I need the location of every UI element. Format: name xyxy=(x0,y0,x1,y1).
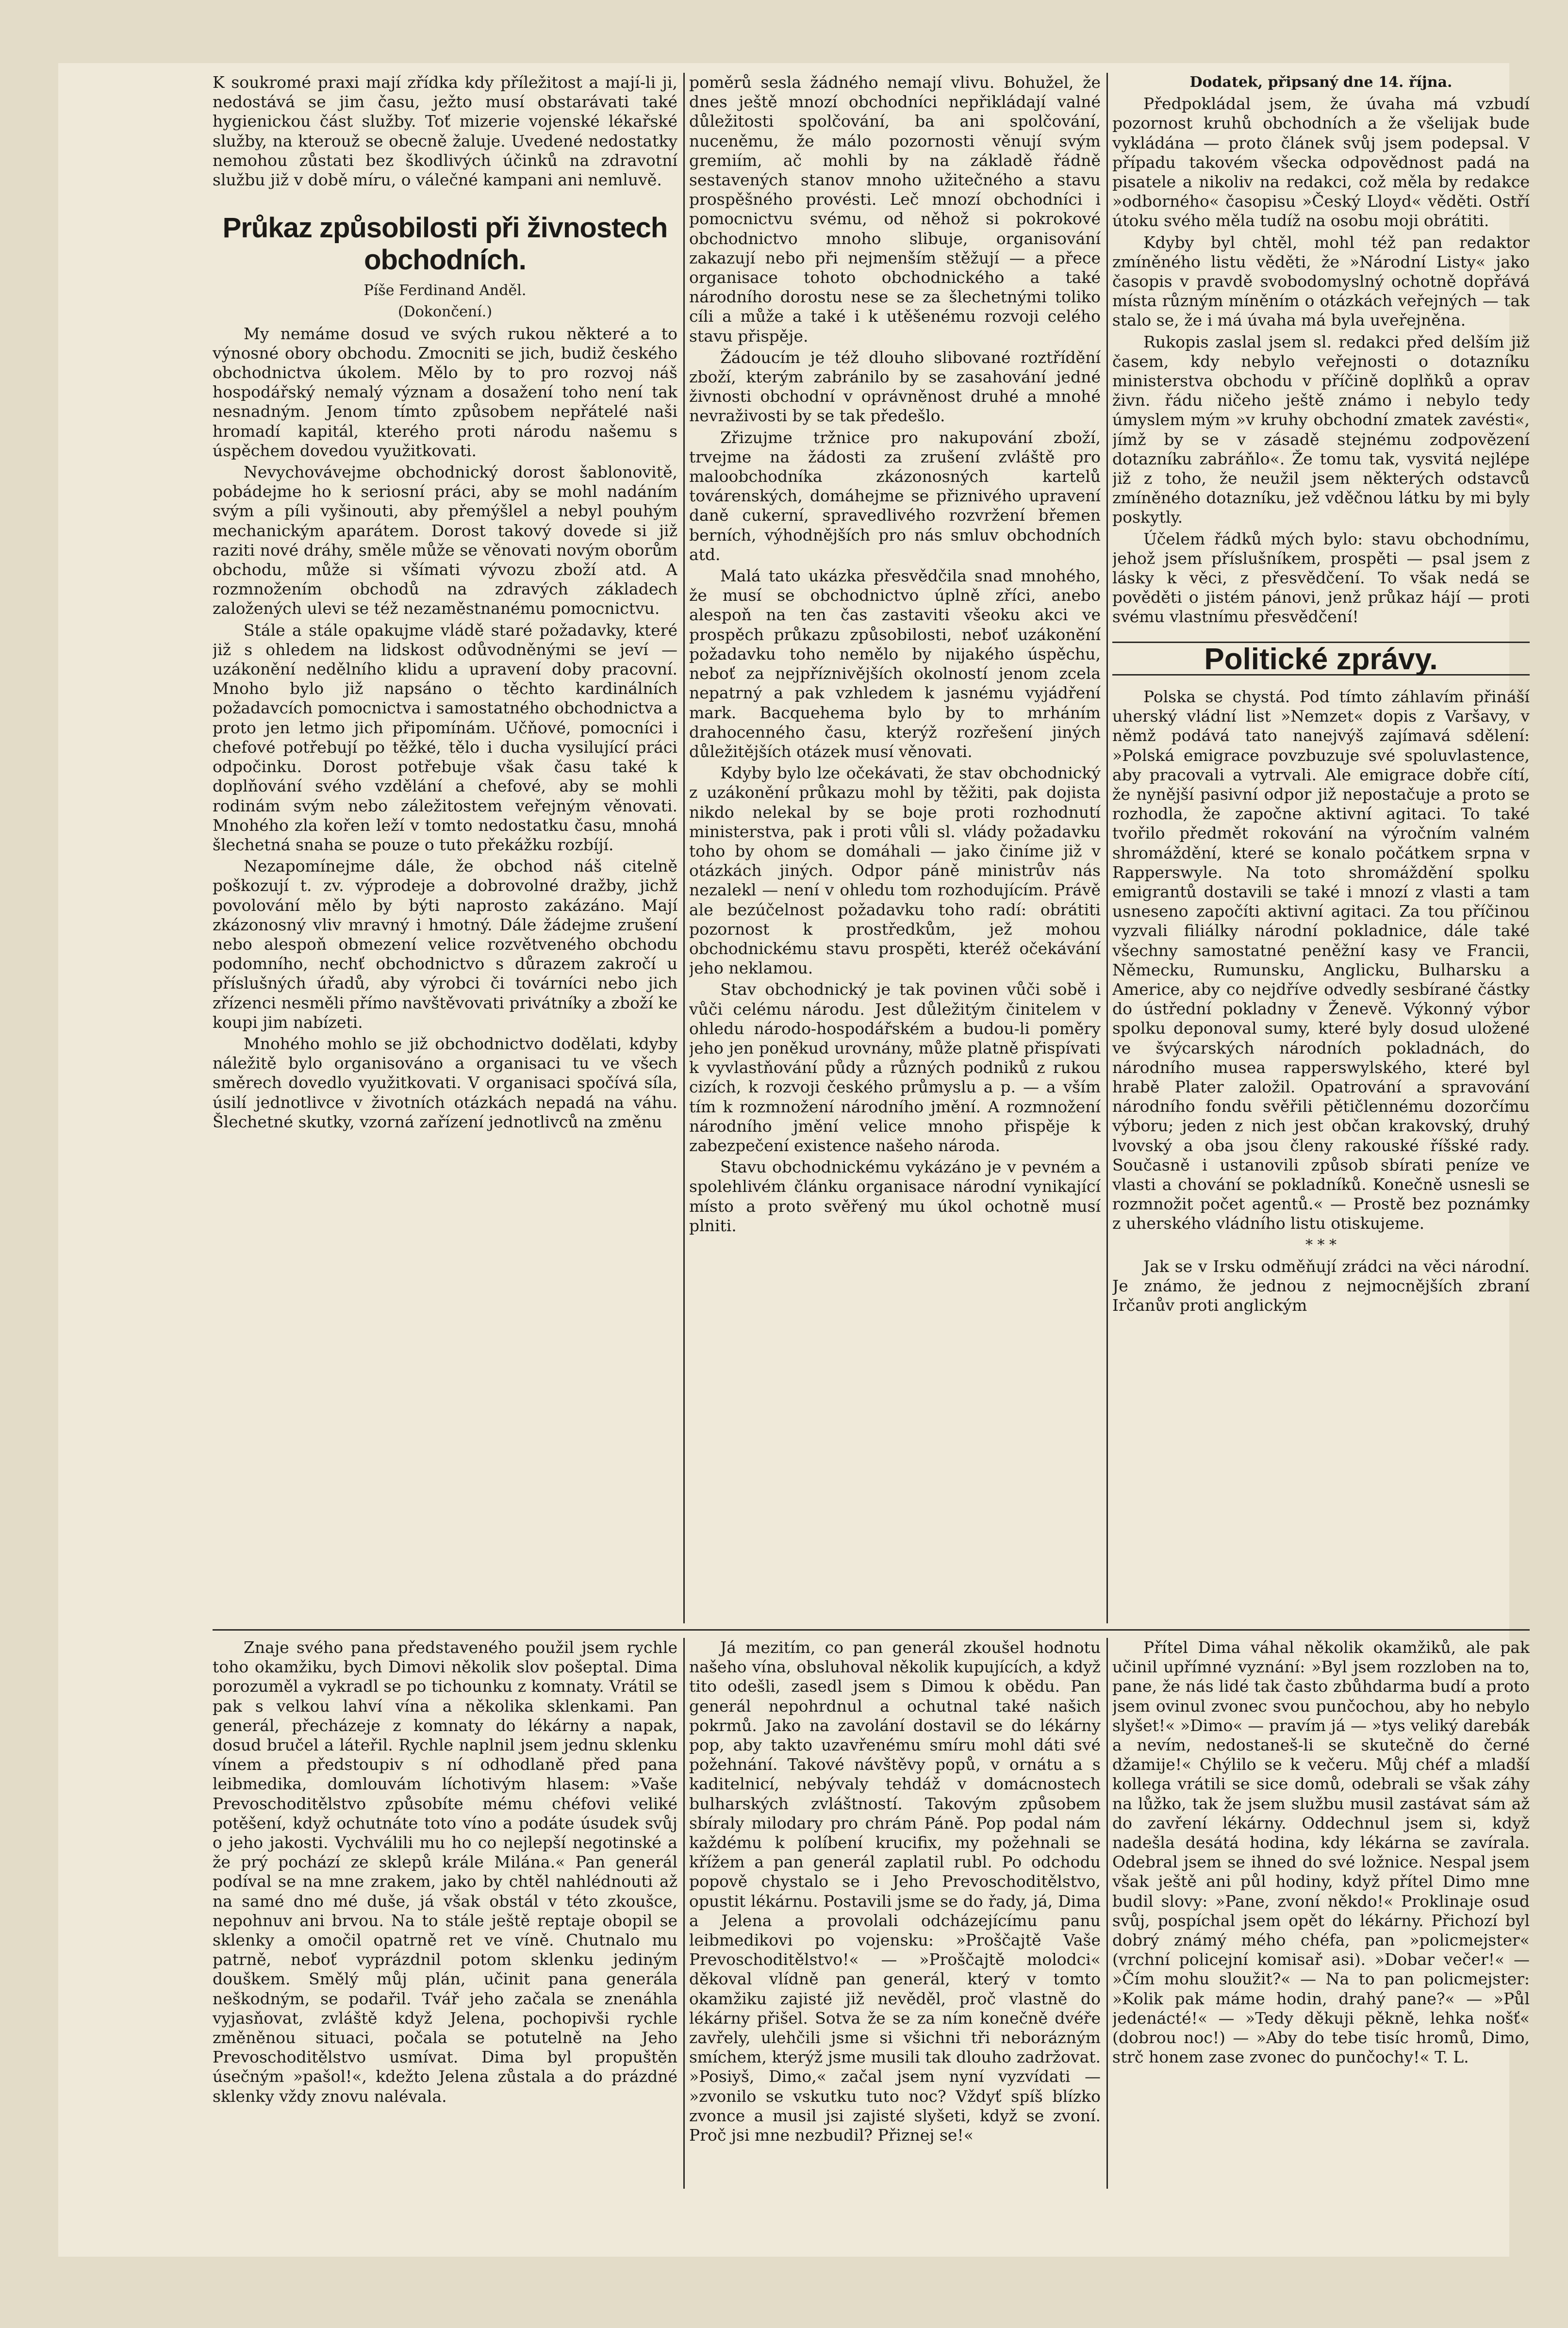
news-paragraph: Jak se v Irsku odměňují zrádci na věci národní. Je známo, že jednou z nejmocnějších zbraní Irčanův proti anglickým xyxy=(1112,1256,1530,1315)
article-paragraph: My nemáme dosud ve svých rukou některé a to výnosné obory obchodu. Zmocniti se jich, budiž českého obchodnictva úkolem. Mělo by to pro rozvoj náš hospodářský nemalý význam a dosažení toho není tak nesnadným. Jenom tímto způsobem nepřátelé naši hromadí kapitál, kterého proti národu našemu s úspěchem dovedou využitkovati. xyxy=(213,324,677,460)
article-paragraph: Žádoucím je též dlouho slibované roztřídění zboží, kterým zabránilo by se zasahování jedné živnosti obchodní v oprávněnost druhé a mnohé nevraživosti by se tak předešlo. xyxy=(689,347,1101,426)
separator-stars: * * * xyxy=(1305,1236,1337,1254)
column-divider xyxy=(1106,1638,1108,2189)
article-paragraph: Účelem řádků mých bylo: stavu obchodnímu, jehož jsem příslušníkem, prospěti — psal jsem z lásky k věci, z přesvědčení. To však nedá se pověděti o jistém pánovi, jenž průkaz hájí — proti svému vlastnímu přesvědčení! xyxy=(1112,529,1530,627)
feuilleton-text: Já mezitím, co pan generál zkoušel hodnotu našeho vína, obsluhoval několik kupujících, a když tito odešli, zasedl jsem s Dimou k obědu. Pan generál nepohrdnul a ochutnal také našich pokrmů. Jako na zavolání dostavil se do lékárny pop, aby takto uzavřenému smíru mohl dáti své požehnání. Takové návštěvy popů, v ornátu a s kaditelnicí, nebývaly tehdáž v domácnostech bulharských zvláštností. Takovým způsobem sbíraly milodary pro chrám Páně. Pop podal nám každému k políbení krucifix, my požehnali se křížem a pan generál zaplatil rubl. Po odchodu popově chystalo se i Jeho Prevoschoditělstvo, opustit lékárnu. Postavili jsme se do řady, já, Dima a Jelena a provolali odcházejícímu panu leibmedikovi po vojensku: »Proščajtě Vaše Prevoschoditělstvo!« — »Proščajtě molodci« děkoval vlídně pan generál, který v tomto okamžiku zajisté již nevěděl, proč vlastně do lékárny přišel. Sotva že se za ním konečně dvéře zavřely, ulehčili jsme si všichni tři neborázným smíchem, kterýž jsme musili tak dlouho zadržovat. »Posiyš, Dimo,« začal jsem nyní vyzvídati — »zvonilo se vskutku tuto noc? Vždyť spíš blízko zvonce a musil jsi zajisté slyšeti, když se zvoní. Proč jsi mne nezbudil? Přiznej se!« xyxy=(689,1638,1101,2145)
feuilleton-rule xyxy=(213,1629,1530,1631)
column-1 xyxy=(213,73,677,1623)
column-divider xyxy=(683,73,685,1623)
article-paragraph: Kdyby bylo lze očekávati, že stav obchodnický z uzákonění průkazu mohl by těžiti, pak dojista nikdo nelekal by se boje proti rozhodnutí ministerstva, pak i proti vůli sl. vlády požadavku toho by ohom se domáhali — jako činíme již v otázkách jiných. Odpor páně ministrův nás nezalekl — není v ohledu tom rozhodujícím. Právě ale bezúčelnost požadavku toho radí: obrátiti pozornost k prostředkům, jež mohou obchodnickému stavu prospěti, kteréž očekávání jeho neklamou. xyxy=(689,763,1101,978)
article-paragraph: Kdyby byl chtěl, mohl též pan redaktor zmíněného listu věděti, že »Národní Listy« jako časopis v pravdě svobodomyslný ochotně dopřává místa různým míněním o otázkách veřejných — tak stalo se, že i má úvaha má byla uveřejněna. xyxy=(1112,232,1530,330)
section-title: Politické zprávy. xyxy=(1112,642,1530,676)
feuilleton-column-1 xyxy=(213,1638,677,2189)
intro-paragraph: K soukromé praxi mají zřídka kdy příležitost a mají-li ji, nedostává se jim času, ježto musí obstarávati také hygienickou část služby. Toť mizerie vojenské lékařské služby, na kterouž se obecně žaluje. Uvedené nedostatky nemohou zůstati bez škodlivých účinků na zdravotní službu již v době míru, o válečné kampani ani nemluvě. xyxy=(213,73,677,190)
news-paragraph: Polska se chystá. Pod tímto záhlavím přináší uherský vládní list »Nemzet« dopis z Varšavy, v němž podává tato nanejvýš zajímavá sdělení: »Polská emigrace povzbuzuje své spoluvlastence, aby pracovali a vytrvali. Ale emigrace dobře cítí, že nynější pasivní odpor již nepostačuje a proto se rozhodla, že započne aktivní agitaci. To také tvořilo předmět rokování na výročním valném shromáždění, které se konalo počátkem srpna v Rapperswyle. Na toto shromáždění spolku emigrantů dostavili se také i mnozí z vlasti a tam usneseno započíti aktivní agitaci. Za tou příčinou vyzvali filiálky národní pokladnice, dále také všechny samostatné peněžní kasy ve Francii, Německu, Rumunsku, Anglicku, Bulharsku a Americe, aby co nejdříve odvedly sesbírané částky do ústřední pokladny v Ženevě. Výkonný výbor spolku deponoval sumy, které byly dosud uložené ve švýcarských národních pokladnách, do národního musea rapperswylského, které byl hrabě Plater založil. Opatrování a spravování národního fondu svěřili pětičlennému dozorčímu výboru; jeden z nich jest občan krakovský, druhý lvovský a oba jsou členy rakouské říšské rady. Současně i ustanovili způsob sbírati peníze ve vlasti a chování se pokladníků. Konečně usnesli se rozmnožit počet agentů.« — Prostě bez poznámky z uherského vládního listu otiskujeme. xyxy=(1112,687,1530,1233)
newspaper-page xyxy=(58,63,1530,2257)
addendum-heading: Dodatek, připsaný dne 14. října. xyxy=(1189,74,1452,91)
feuilleton-column-3 xyxy=(1112,1638,1530,2189)
column-divider xyxy=(1106,73,1108,1623)
column-3 xyxy=(1112,73,1530,1623)
article-paragraph: Nezapomínejme dále, že obchod náš citelně poškozují t. zv. výprodeje a dobrovolné dražby, jichž povolování mělo by býti naprosto zakázáno. Mají zkázonosný vliv mravný i hmotný. Dále žádejme zrušení nebo alespoň obmezení velice rozvětveného obchodu podomního, nechť obchodnictvo s důrazem zakročí u příslušných úřadů, aby výrobci či továrníci nebo jich zřízenci nesměli přímo navštěvovati privátníky a zboží ke koupi jim nabízeti. xyxy=(213,857,677,1032)
article-paragraph: Zřizujme tržnice pro nakupování zboží, trvejme na žádosti za zrušení zvláště pro maloobchodníka zkázonosných kartelů továrenských, domáhejme se přiznivého upravení daně cukerní, spravedlivého rozvržení břemen berních, výhodnějších pro nás smluv obchodních atd. xyxy=(689,428,1101,564)
byline-continuation: (Dokončení.) xyxy=(397,303,493,321)
article-paragraph: Stále a stále opakujme vládě staré požadavky, které již s ohledem na lidskost odůvodněnými se jeví — uzákonění nedělního klidu a upravení doby pracovní. Mnoho bylo již napsáno o těchto kardinálních požadavcích pomocnictva i samostatného obchodnictva a proto jen letmo jich připomínám. Učňové, pomocníci i chefové potřebují po těžké, tělo i ducha vysilující práci odpočinku. Dorost potřebuje však času také k doplňování svého vzdělání a chefové, aby se mohli rodinám svým nebo záležitostem veřejným věnovati. Mnohého zla kořen leží v tomto nedostatku času, mnohá šlechetná snaha se pouze o tuto překážku rozbíjí. xyxy=(213,620,677,854)
article-paragraph: poměrů sesla žádného nemají vlivu. Bohužel, že dnes ještě mnozí obchodníci nepřikládají valné důležitosti spolčování, ba ani spolčování, nuceněmu, že málo pozornosti věnují svým gremiím, ač mohli by na základě řádně sestavených stanov mnoho užitečného a stavu prospěšného provésti. Leč mnozí obchodníci i pomocnictvu svému, od něhož si pokrokové obchodnictvo mnoho slibuje, organisování zakazují nebo při nejmenším stěžují — a přece organisace tohoto obchodnického a také národního dorostu nese se za šlechetnými toliko cíli a může a také i k utěšenému rozvoji celého stavu přispěje. xyxy=(689,73,1101,346)
article-paragraph: Stav obchodnický je tak povinen vůči sobě i vůči celému národu. Jest důležitým činitelem v ohledu národo-hospodářském a budou-li poměry jeho jen poněkud urovnány, může platně přispívati k vyvlastňování půdy a různých podniků z rukou cizích, k rozvoji českého průmyslu a p. — a vším tím k rozmnožení národního jmění. A rozmnožení národního jmění velice mnoho přispěje k zabezpečení existence našeho národa. xyxy=(689,980,1101,1155)
feuilleton-text: Přítel Dima váhal několik okamžiků, ale pak učinil upřímné vyznání: »Byl jsem rozzloben na to, pane, že nás lidé tak často zbůhdarma budí a proto jsem ovinul zvonec svou punčochou, aby ho nebylo slyšet!« »Dimo« — pravím já — »tys veliký darebák a nevím, nedostaneš-li se skutečně do černé džamije!« Chýlilo se k večeru. Můj chéf a mladší kollega vrátili se sice domů, odebrali se však záhy na lůžko, tak že jsem službu musil zastávat sám až do zavření lékárny. Oddechnul jsem si, když nadešla desátá hodina, kdy lékárna se zavírala. Odebral jsem se ihned do své ložnice. Nespal jsem však ještě ani půl hodiny, když přítel Dimo mne budil slovy: »Pane, zvoní někdo!« Proklinaje osud svůj, pospíchal jsem opět do lékárny. Přichozí byl dobrý známý mého chéfa, pan »policmejster« (vrchní policejní komisař asi). »Dobar večer!« — »Čím mohu sloužit?« — Na to pan policmejster: »Kolik pak máme hodin, drahý pane?« — »Půl jedenácté!« — »Tedy děkuji pěkně, lehka nošť« (dobrou noc!) — »Aby do tebe tisíc hromů, Dimo, strč honem zase zvonec do punčochy!« T. L. xyxy=(1112,1638,1530,2067)
article-paragraph: Nevychovávejme obchodnický dorost šablonovitě, pobádejme ho k seriosní práci, aby se mohl nadáním svým a píli vyšinouti, aby přemýšlel a nebyl pouhým mechanickým aparátem. Dorost takový dovede si již raziti nové dráhy, směle může se věnovati novým oborům obchodu, může si všímati vývozu zboží atd. A rozmnožením obchodů na zdravých základech založených ulevi se též nezaměstnanému pomocnictvu. xyxy=(213,462,677,618)
feuilleton-column-2 xyxy=(689,1638,1101,2189)
article-paragraph: Stavu obchodnickému vykázáno je v pevném a spolehlivém článku organisace národní vynikající místo a proto svěřený mu úkol ochotně musí plniti. xyxy=(689,1157,1101,1235)
column-2 xyxy=(689,73,1101,1623)
article-headline: Průkaz způsobilosti při živnostech obchodních. xyxy=(222,212,668,276)
article-paragraph: Mnohého mohlo se již obchodnictvo dodělati, kdyby náležitě bylo organisováno a organisaci tu ve všech směrech dovedlo využitkovati. V organisaci spočívá síla, úsilí jednotlivce v životních otázkách nepadá na váhu. Šlechetné skutky, vzorná zařízení jednotlivců na změnu xyxy=(213,1034,677,1131)
feuilleton-text: Znaje svého pana představeného použil jsem rychle toho okamžiku, bych Dimovi několik slov pošeptal. Dima porozuměl a vykradl se po tichounku z komnaty. Vrátil se pak s velkou lahví vína a několika sklenkami. Pan generál, přecházeje z komnaty do lékárny a napak, dosud bručel a láteřil. Rychle naplnil jsem jednu sklenku vínem a předstoupiv s ní odhodlaně před pana leibmedika, domlouvám líchotivým hlasem: »Vaše Prevoschoditělstvo způsobíte mému chéfovi veliké potěšení, když ochutnáte toto víno a podáte úsudek svůj o jeho jakosti. Vychválili mu ho co nejlepší negotinské a že prý pochází ze sklepů krále Milána.« Pan generál podíval se na mne zrakem, jako by chtěl nahlédnouti až na samé dno mé duše, já však obstál v této zkoušce, nepohnuv ani brvou. Na to stále ještě reptaje obopil se sklenky a omočil opatrně ret ve víně. Chutnalo mu patrně, neboť vyprázdnil potom sklenku jediným douškem. Smělý můj plán, učinit pana generála neškodným, se podařil. Tvář jeho začala se znenáhla vyjasňovat, zvláště když Jelena, pochopivši rychle změněnou situaci, počala se potutelně na Jeho Prevoschoditělstvo usmívat. Dima byl propuštěn úsečným »pašol!«, kdežto Jelena zůstala a do prázdné sklenky vždy znovu nalévala. xyxy=(213,1638,677,2106)
article-paragraph: Předpokládal jsem, že úvaha má vzbudí pozornost kruhů obchodních a že všelijak bude vykládána — proto článek svůj jsem podepsal. V případu takovém všecka odpovědnost padá na pisatele a nikoliv na redakci, což měla by redakce »odborného« časopisu »Český Lloyd« věděti. Ostří útoku svého měla tudíž na osobu moji obrátiti. xyxy=(1112,94,1530,231)
byline: Píše Ferdinand Anděl. xyxy=(363,282,527,299)
article-paragraph: Rukopis zaslal jsem sl. redakci před delším již časem, kdy nebylo veřejnosti o dotazníku ministerstva obchodu v příčině doplňků a oprav živn. řádu ničeho ještě známo i nebylo tedy úmyslem mým »v kruhy obchodní zmatek zavésti«, jímž by se v zásadě stejnému zodpovězení dotazníku zabráňlo«. Že tomu tak, vysvitá nejlépe již z toho, že neužil jsem některých odstavců zmíněného dotazníku, jež vděčnou látku by mi byly poskytly. xyxy=(1112,332,1530,527)
column-divider xyxy=(683,1638,685,2189)
article-paragraph: Malá tato ukázka přesvědčila snad mnohého, že musí se obchodnictvo úplně zříci, anebo alespoň na ten čas zastaviti všeoku akci ve prospěch průkazu způsobilosti, neboť uzákonění požadavku toho nemělo by nijakého úspěchu, neboť za nejpříznivějších okolností jenom zcela nepatrný a pak vzhledem k jasnému vyjádření mark. Bacquehema bylo by to mrháním drahocenného času, kterýž rozřešení jiných důležitějších otázek musí věnovati. xyxy=(689,566,1101,761)
